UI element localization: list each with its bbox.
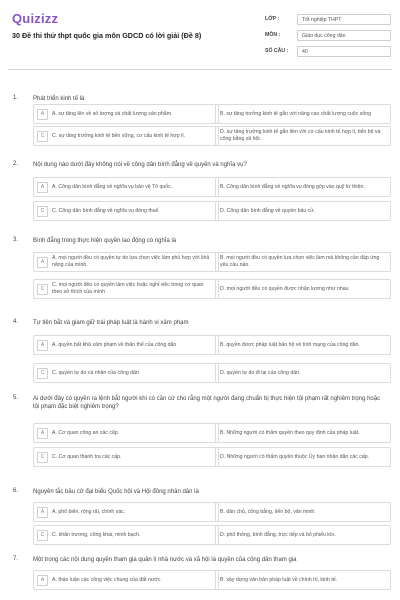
option-b[interactable] — [215, 252, 391, 272]
meta-value-class: Tốt nghiệp THPT — [297, 14, 391, 25]
option-a[interactable] — [33, 502, 219, 522]
option-text: A. Công dân bình đẳng về nghĩa vụ bảo vệ Tổ quốc. — [52, 183, 173, 190]
question-text: Nội dung nào dưới đây không nói về công dân bình đẳng về quyền và nghĩa vụ? — [33, 162, 247, 168]
option-a[interactable] — [33, 252, 219, 272]
option-letter: C — [37, 131, 48, 142]
option-c[interactable] — [33, 279, 219, 299]
option-c[interactable] — [33, 525, 219, 545]
question-text: Tự tiện bắt và giam giữ trái pháp luật là hành vi xâm phạm — [33, 320, 189, 326]
meta-panel — [265, 11, 391, 59]
option-a[interactable] — [33, 335, 219, 355]
meta-row-subject — [265, 27, 391, 43]
question-text: Bình đẳng trong thực hiện quyền lao động có nghĩa là — [33, 238, 177, 244]
option-b[interactable] — [215, 423, 391, 443]
option-text: D. phổ thông, bình đẳng, trực tiếp và bỏ phiếu kín. — [220, 531, 336, 538]
question-number: 4. — [13, 319, 19, 325]
option-text: B. mọi người đều có quyền lựa chọn việc làm mà không cần đáp ứng yêu cầu nào. — [220, 255, 380, 268]
option-b[interactable] — [215, 502, 391, 522]
question-number: 6. — [13, 488, 19, 494]
question-number: 1. — [13, 95, 19, 101]
question-text: Ai dưới đây có quyền ra lệnh bắt người khi có căn cứ cho rằng một người đang chuẩn bị thực hiện tội phạm rất nghiêm trọng hoặc tội phạm đặc biệt nghiêm trọng? — [33, 396, 381, 410]
option-letter: A — [37, 109, 48, 120]
option-text: B. quyền được pháp luật bảo hộ về tính mạng của công dân. — [220, 341, 360, 348]
option-letter: C — [37, 368, 48, 379]
option-letter: A — [37, 428, 48, 439]
option-b[interactable] — [215, 177, 391, 197]
option-text: A. Cơ quan công an các cấp. — [52, 429, 120, 436]
option-text: A. thảo luận các công việc chung của đất nước. — [52, 576, 162, 583]
option-text: A. phổ biến, rộng rãi, chính xác. — [52, 508, 126, 515]
question-number: 3. — [13, 237, 19, 243]
option-c[interactable] — [33, 126, 219, 146]
option-letter: C — [37, 530, 48, 541]
option-text: B. dân chủ, công bằng, tiến bộ, văn minh. — [220, 508, 316, 515]
meta-label: MÔN : — [265, 32, 281, 38]
option-c[interactable] — [33, 363, 219, 383]
page-header — [0, 0, 400, 62]
option-text: C. mọi người đều có quyền làm việc hoặc nghỉ việc trong cơ quan theo sở thích của mình — [52, 282, 204, 295]
option-text: B. Công dân bình đẳng về nghĩa vụ đóng góp vào quỹ từ thiện. — [220, 183, 365, 190]
option-b[interactable] — [215, 104, 391, 124]
option-d[interactable] — [215, 201, 391, 221]
question-text: Một trong các nội dung quyền tham gia quản lí nhà nước và xã hội là quyền của công dân tham gia — [33, 557, 297, 563]
option-text: C. Công dân bình đẳng về nghĩa vụ đóng thuế — [52, 207, 159, 214]
option-a[interactable] — [33, 177, 219, 197]
question-number: 5. — [13, 395, 19, 401]
option-text: C. khẩn trương, công khai, minh bạch. — [52, 531, 141, 538]
option-b[interactable] — [215, 335, 391, 355]
option-text: D. Công dân bình đẳng về quyền bầu cử. — [220, 207, 316, 214]
question-text: Nguyên tắc bầu cử đại biểu Quốc hội và Hội đồng nhân dân là — [33, 489, 199, 495]
meta-label: SỐ CÂU : — [265, 48, 289, 54]
question-number: 7. — [13, 556, 19, 562]
option-text: D. mọi người đều có quyền được nhận lương như nhau — [220, 285, 349, 292]
option-d[interactable] — [215, 447, 391, 467]
option-text: A. sự tăng lên về số lượng và chất lượng sản phẩm. — [52, 110, 173, 117]
option-c[interactable] — [33, 201, 219, 221]
meta-row-count — [265, 43, 391, 59]
option-letter: A — [37, 507, 48, 518]
meta-row-class — [265, 11, 391, 27]
option-letter: A — [37, 340, 48, 351]
option-text: A. mọi người đều có quyền tự do lựa chọn việc làm phù hợp với khả năng của mình. — [52, 255, 210, 268]
document-title: 30 Đề thi thử thpt quốc gia môn GDCD có lời giải (Đề 8) — [12, 31, 202, 40]
question-number: 2. — [13, 161, 19, 167]
option-c[interactable] — [33, 447, 219, 467]
option-d[interactable] — [215, 363, 391, 383]
option-letter: A — [37, 182, 48, 193]
option-d[interactable] — [215, 279, 391, 299]
quizizz-logo: Quizizz — [12, 11, 59, 26]
option-text: D. Những người có thẩm quyền thuộc Ủy ban nhân dân các cấp. — [220, 453, 370, 460]
option-letter: A — [37, 575, 48, 586]
meta-label: LỚP : — [265, 16, 280, 22]
option-d[interactable] — [215, 525, 391, 545]
meta-value-subject: Giáo dục công dân — [297, 30, 391, 41]
option-letter: C — [37, 452, 48, 463]
header-divider — [8, 69, 392, 70]
option-b[interactable] — [215, 570, 391, 590]
option-text: B. xây dựng văn bản pháp luật về chính trị, kinh tế. — [220, 576, 338, 583]
option-letter: C — [37, 284, 48, 295]
option-text: D. quyền tự do đi lại của công dân. — [220, 369, 301, 376]
question-text: Phát triển kinh tế là — [33, 96, 85, 102]
option-letter: C — [37, 206, 48, 217]
option-a[interactable] — [33, 570, 219, 590]
option-text: A. quyền bất khả xâm phạm về thân thể của công dân — [52, 341, 177, 348]
option-text: C. sự tăng trưởng kinh tế bền vững, cơ cấu kinh tế hợp lí. — [52, 132, 186, 139]
meta-value-count: 40 — [297, 46, 391, 57]
option-a[interactable] — [33, 423, 219, 443]
option-text: C. quyền tự do cá nhân của công dân — [52, 369, 139, 376]
option-a[interactable] — [33, 104, 219, 124]
option-text: B. Những người có thẩm quyền theo quy định của pháp luật. — [220, 429, 360, 436]
option-text: C. Cơ quan thanh tra các cấp. — [52, 453, 122, 460]
option-letter: A — [37, 257, 48, 268]
option-text: D. sự tăng trưởng kinh tế gắn liền với cơ cấu kinh tế hợp lí, tiến bộ và công bằng xã hội. — [220, 129, 381, 142]
option-d[interactable] — [215, 126, 391, 146]
option-text: B. sự tăng trưởng kinh tế gắn với nâng cao chất lượng cuộc sống — [220, 110, 371, 117]
